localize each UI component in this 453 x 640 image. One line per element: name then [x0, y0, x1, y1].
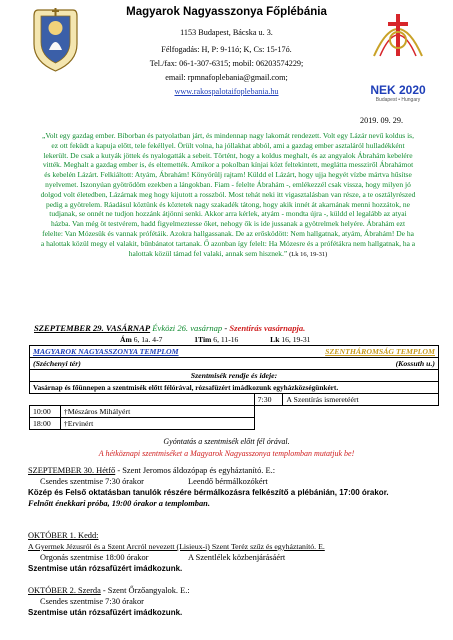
table-row	[30, 418, 439, 430]
tuesday-saint: A Gyermek Jézusról és a Szent Arcról nevezett (Lisieux-i) Szent Teréz szűz és egyháztanító. E.	[28, 542, 325, 551]
tuesday-mass: Orgonás szentmise 18:00 órakor	[40, 553, 149, 562]
nek-2020-title: NEK 2020	[370, 83, 426, 97]
table-row	[30, 346, 439, 358]
mass-intention-1000: †Mészáros Mihályért	[60, 406, 254, 418]
gospel-reference: (Lk 16, 19-31)	[289, 250, 328, 258]
sunday-occasion: Évközi 26. vasárnap	[152, 323, 223, 333]
wednesday-section	[28, 585, 443, 618]
tuesday-rosary: Szentmise után rózsafüzért imádkozunk.	[28, 564, 183, 573]
table-row	[30, 370, 439, 382]
church-right-location: (Kossuth u.)	[254, 358, 438, 370]
church-left-name: MAGYAROK NAGYASSZONYA TEMPLOM	[30, 346, 255, 358]
monday-confirmation-class: Közép és Felső oktatásban tanulók részére bérmálkozásra felkészítő a plébánián, 17:00 órakor.	[28, 488, 389, 497]
table-row	[30, 382, 439, 394]
wednesday-rosary: Szentmise után rózsafüzért imádkozunk.	[28, 608, 183, 617]
mass-time-1800: 18:00	[30, 418, 61, 430]
sunday-heading: SZEPTEMBER 29. VASÁRNAP Évközi 26. vasárnap - Szentírás vasárnapja.	[34, 323, 306, 333]
monday-mass: Csendes szentmise 7:30 órakor	[40, 477, 144, 486]
rosary-note: Vasárnap és főünnepen a szentmisék előtt félórával, rózsafüzért imádkozunk egyházközségünkért.	[30, 382, 439, 394]
gospel-quote	[40, 131, 416, 259]
table-row	[30, 406, 439, 418]
monday-section	[28, 465, 443, 509]
mass-intention-1800: †Ervinért	[60, 418, 254, 430]
tuesday-section	[28, 530, 446, 574]
table-row	[30, 358, 439, 370]
wednesday-date: OKTÓBER 2. Szerda	[28, 586, 101, 595]
confession-notice: Gyóntatás a szentmisék előtt fél órával.	[163, 437, 290, 446]
sunday-special: Szentírás vasárnapja.	[229, 323, 306, 333]
sunday-readings: Ám 6, 1a. 4-7 1Tim 6, 11-16 Lk 16, 19-31	[120, 335, 311, 344]
nek-2020-logo	[366, 6, 430, 116]
wednesday-mass: Csendes szentmise 7:30 órakor	[40, 597, 144, 606]
tuesday-intention: A Szentlélek közbenjárásáért	[188, 553, 286, 562]
parish-address: 1153 Budapest, Bácska u. 3.	[180, 28, 273, 37]
office-hours: Félfogadás: H, P: 9-11ó; K, Cs: 15-17ó.	[161, 45, 292, 54]
monday-choir-rehearsal: Felnőtt énekkari próba, 19:00 órakor a templomban.	[28, 499, 210, 508]
church-left-location: (Széchenyi tér)	[30, 358, 255, 370]
website-link[interactable]: www.rakospalotaifoplebania.hu	[174, 87, 279, 96]
monday-intention: Leendő bérmálkozókért	[188, 477, 268, 486]
monday-date: SZEPTEMBER 30. Hétfő	[28, 466, 116, 475]
sunday-date: SZEPTEMBER 29. VASÁRNAP	[34, 323, 151, 333]
mass-intention-730: A Szentírás ismeretéért	[283, 394, 439, 406]
email-address: email: rpmnafoplebania@gmail.com;	[165, 73, 288, 82]
parish-title: Magyarok Nagyasszonya Főplébánia	[126, 6, 327, 18]
weekday-mass-notice: A hétköznapi szentmiséket a Magyarok Nagyasszonya templomban mutatjuk be!	[98, 449, 355, 458]
church-right-name: SZENTHÁROMSÁG TEMPLOM	[254, 346, 438, 358]
gospel-quote-text: „Volt egy gazdag ember. Bíborban és patyolatban járt, és mindennap nagy lakomát rendezett. Volt egy Lázár nevű koldus is, ez ott feküdt a kapuja előtt, tele fekéllyel. Örült volna, ha jóllakhat abból, ami a gazdag ember asztaláról hulladékként lekerült. De csak a kutyák jöttek és nyalogatták a sebeit. Történt, hogy a koldus meghalt, és az angyalok Ábrahám kebelére vitték. Meghalt a gazdag ember is, és eltemették. Amikor a pokolban kínjai közt feltekintett, meglátta messziről Ábrahámot és kebelén Lázárt. Felkiáltott: Atyám, Ábrahám! Könyörülj rajtam! Küldd el Lázárt, hogy ujja hegyét vízbe mártva hűsítse nyelvemet. Iszonyúan gyötrődöm ezekben a lángokban. Fiam - felelte Ábrahám -, emlékezzél csak vissza, hogy milyen jó dolgod volt életedben, Lázárnak meg hogy kijutott a rosszból. Most tehát neki itt vigasztalásban van része, a te osztályrészed pedig a gyötrelem. Ráadásul köztünk és köztetek nagy szakadék tátong, hogy akik innét át akarnának menni hozzátok, ne tudjanak, se onnét ne tudjon hozzánk átjönni senki. Akkor arra kérlek, atyám - mondta újra -, küldd el legalább az atyai házba. Van még öt testvérem, hadd figyelmeztesse őket, nehogy ők is ide jussanak a gyötrelmek helyére. Ábrahám ezt felelte: Van Mózesük és vannak prófétáik. Azokra hallgassanak. De az erősködött: Nem hallgatnak, atyám, Ábrahám! De ha a halottak közül megy el valakit, bűnbánatot tartanak. Ő azonban így felelt: Ha Mózesre és a prófétákra nem hallgatnak, ha a halottak közül támad fel valaki, annak sem hisznek.”	[40, 131, 416, 258]
mass-order-title: Szentmisék rendje és ideje:	[30, 370, 439, 382]
tuesday-date: OKTÓBER 1. Kedd:	[28, 531, 99, 540]
nek-2020-subtitle: Budapest • Hungary	[375, 97, 421, 103]
mass-time-1000: 10:00	[30, 406, 61, 418]
table-row	[30, 394, 439, 406]
bulletin-date: 2019. 09. 29.	[360, 116, 403, 125]
monday-saint: - Szent Jeromos áldozópap és egyháztanító. E.:	[115, 466, 276, 475]
mass-schedule-table	[29, 345, 439, 430]
mass-time-730: 7:30	[254, 394, 283, 406]
wednesday-saint: - Szent Őrzőangyalok. E.:	[100, 586, 190, 595]
phone-numbers: Tel./fax: 06-1-307-6315; mobil: 06203574229;	[149, 59, 304, 68]
